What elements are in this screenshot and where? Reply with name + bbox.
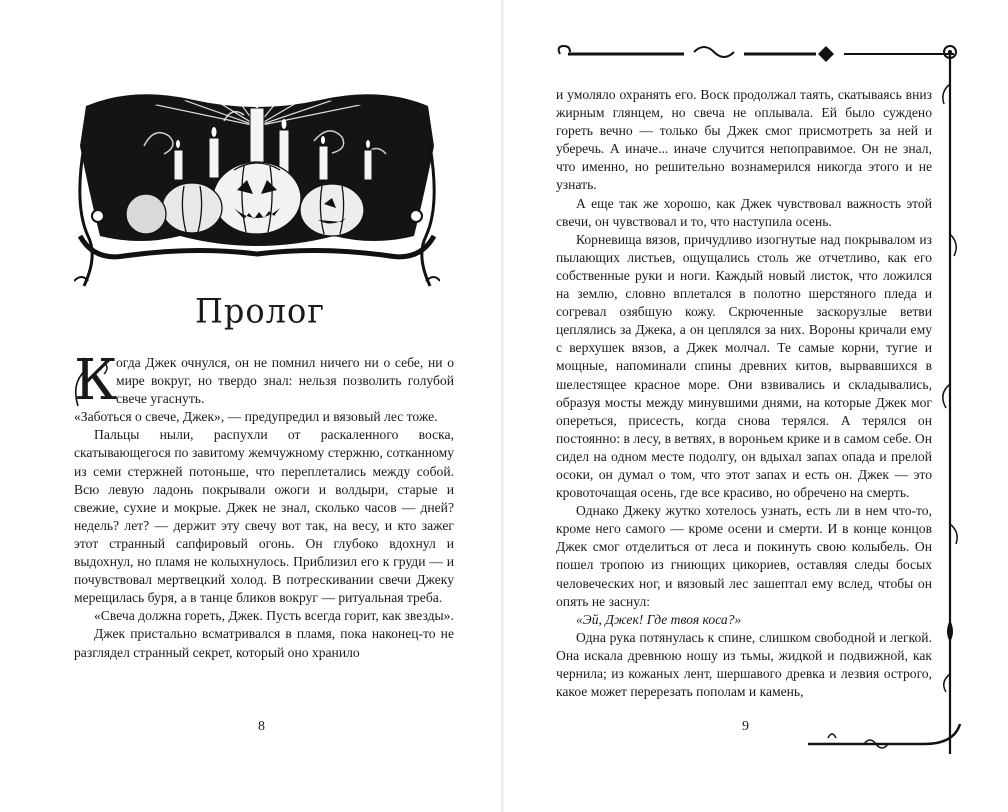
paragraph-5: «Эй, Джек! Где твоя коса?» [576, 611, 742, 627]
right-page-text [556, 86, 932, 701]
paragraph-4: Однако Джеку жутко хотелось узнать, есть ли в нем что-то, кроме него самого — кроме осени и смерти. И в конце концов Джек смог отделиться от леса и покинуть свою колыбель. Он пошел тропою из гниющих цикориев, оставляя следы босых человеческих ног, и вязовый лес зашептал ему вслед, чтобы он опять не заснул: [556, 503, 932, 609]
bottom-ornament-icon [804, 718, 974, 754]
top-ornament-icon [554, 42, 964, 64]
paragraph-3: Пальцы ныли, распухли от раскаленного воска, скатывающегося по завитому жемчужному стержню, сотканному из семи стержней потоньше, что переплетались между собой. Всю левую ладонь покрывали ожоги и волдыри, старые и свежие, сухие и мокрые. Джек не знал, сколько часов — дней? недель? лет? — держит эту свечу вот так, на весу, и кто зажег этот странный сапфировый огонь. Он глубоко вдохнул и выдохнул, но пламя не колыхнулось. Приблизил его к груди — и почувствовал мертвецкий холод. В потрескивании свечи Джеку мерещилась буря, а в танце бликов вокруг — ритуальная треба. [74, 427, 454, 606]
paragraph-2: А еще так же хорошо, как Джек чувствовал важность этой свечи, он чувствовал и то, что наступила осень. [556, 195, 932, 229]
pumpkin-candles-illustration [74, 86, 440, 296]
paragraph-1: и умоляло охранять его. Воск продолжал таять, скатываясь вниз жирным глянцем, но свеча не оплывала. Ей было суждено гореть вечно — только бы Джек смог присмотреть за ней и уберечь. А иначе... иначе случится непоправимое. Он не знал, что именно, но решительно вознамерился никогда этого и не узнать. [556, 87, 932, 193]
paragraph-5: Джек пристально всматривался в пламя, пока наконец-то не разглядел странный секрет, который оно хранило [74, 626, 454, 660]
right-page [504, 0, 1008, 812]
page-number-right: 9 [742, 719, 749, 734]
paragraph-3: Корневища вязов, причудливо изогнутые над покрывалом из пылающих листьев, ощущались столь же отчетливо, как его собственные руки и ноги. Каждый новый листок, что ложился на землю, словно вплетался в полотно шерстяного пледа и согревал озябшую кожу. Скрюченные заскорузлые ветви цеплялись за Джека, а он цеплялся за них. Вороны кричали ему с верхушек вязов, а Джек молчал. Те самые корни, тугие и мощные, напоминали спины древних китов, вырвавшихся в шелестящее красное море. Они взвивались и складывались, образуя мосты между минувшими днями, на которые Джек мог опереться, присесть, когда снова терялся. А терялся он постоянно: в лесу, в ветвях, в вороньем крике и в самом себе. Он сидел на одном месте подолгу, он вдыхал запах опада и прелой осоки, он думал о том, что этот запах и есть он. Джек — это кровоточащая осень, где все красиво, но обречено на смерть. [556, 231, 932, 501]
page-number-left: 8 [258, 719, 265, 734]
chapter-title: Пролог [194, 291, 325, 331]
paragraph-2: «Заботься о свече, Джек», — предупредил и вязовый лес тоже. [74, 409, 438, 425]
drop-cap: К [74, 348, 118, 413]
paragraph-1: К огда Джек очнулся, он не помнил ничего ни о себе, ни о мире вокруг, но твердо знал: нельзя позволить голубой свече угаснуть. [74, 348, 454, 413]
side-vine-ornament-icon [936, 54, 966, 754]
paragraph-4: «Свеча должна гореть, Джек. Пусть всегда горит, как звезды». [94, 608, 454, 624]
paragraph-6: Одна рука потянулась к спине, слишком свободной и легкой. Она искала древнюю ношу из тьмы, жидкой и подвижной, как чернила; из кожаных лент, шершавого древка и лезвия острого, какое может перерезать пополам и камень, [556, 629, 932, 700]
left-page [0, 0, 502, 812]
left-page-text [74, 348, 454, 662]
